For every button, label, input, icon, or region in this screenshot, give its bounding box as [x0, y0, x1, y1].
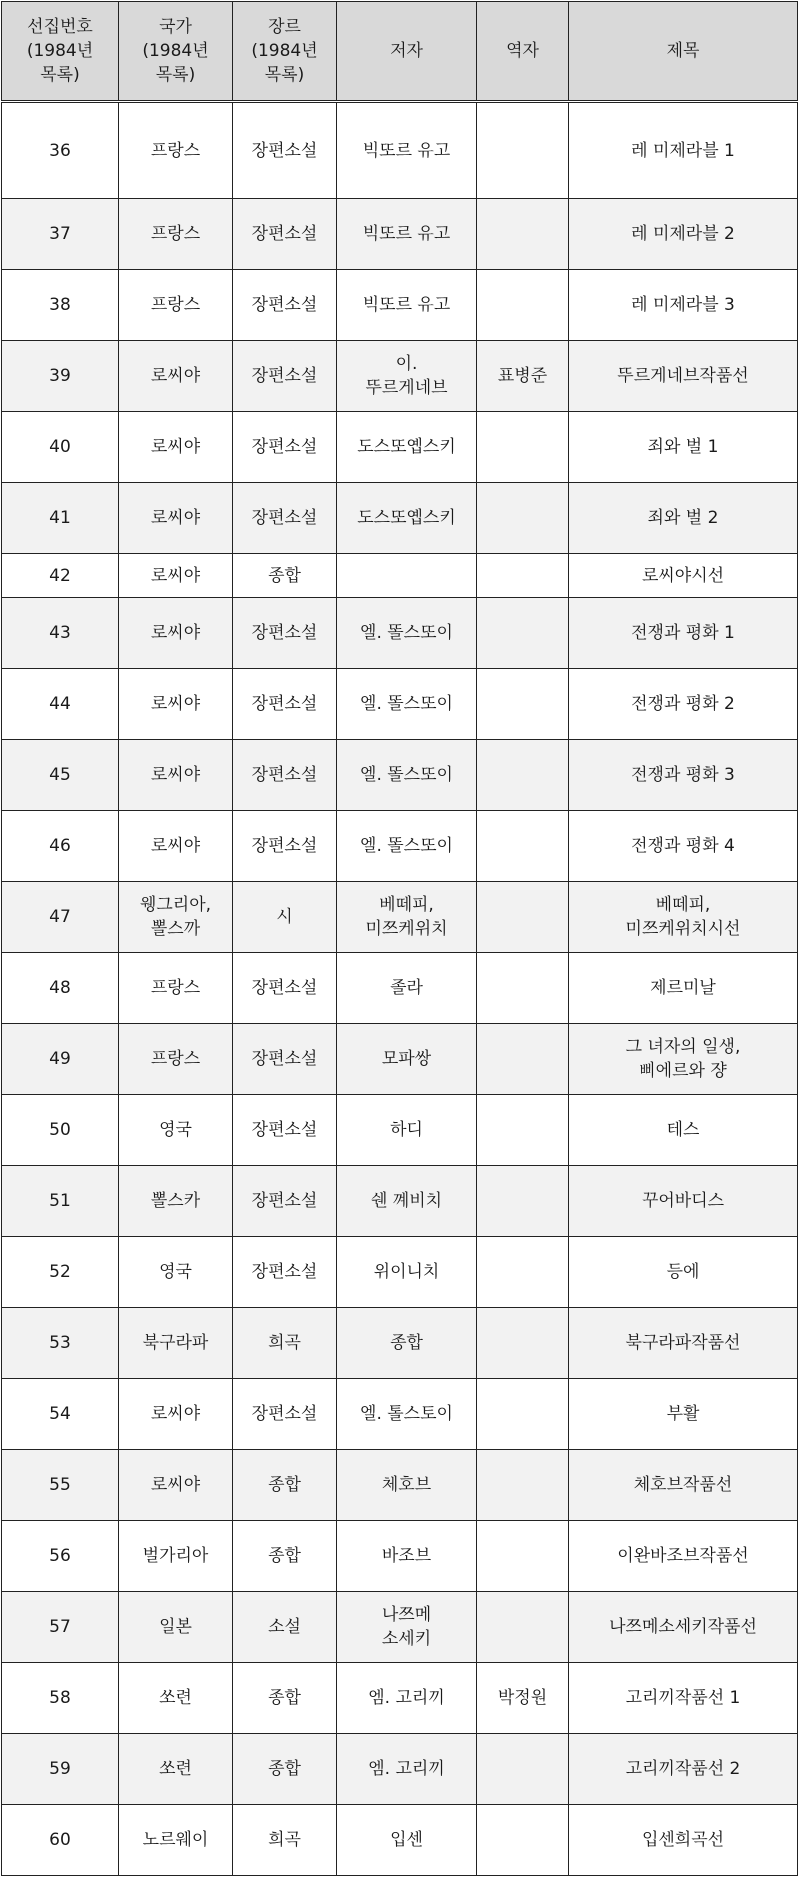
- cell-title: 전쟁과 평화 4: [569, 811, 798, 882]
- cell-author: 입센: [337, 1805, 477, 1876]
- cell-country: 로씨야: [119, 1379, 233, 1450]
- cell-genre: 장편소설: [233, 270, 337, 341]
- cell-genre: 장편소설: [233, 811, 337, 882]
- cell-number: 45: [2, 740, 119, 811]
- cell-translator: 표병준: [477, 341, 569, 412]
- cell-title: 전쟁과 평화 2: [569, 669, 798, 740]
- cell-country: 로씨야: [119, 669, 233, 740]
- cell-title: 테스: [569, 1095, 798, 1166]
- cell-country: 프랑스: [119, 1024, 233, 1095]
- cell-title: 입센희곡선: [569, 1805, 798, 1876]
- cell-author: 엠. 고리끼: [337, 1734, 477, 1805]
- cell-country: 로씨야: [119, 341, 233, 412]
- cell-title: 그 녀자의 일생, 삐에르와 쟝: [569, 1024, 798, 1095]
- cell-author: 나쯔메 소세키: [337, 1592, 477, 1663]
- cell-title: 레 미제라블 1: [569, 102, 798, 199]
- cell-number: 50: [2, 1095, 119, 1166]
- catalog-table: [1, 1, 798, 1876]
- cell-number: 53: [2, 1308, 119, 1379]
- cell-title: 부활: [569, 1379, 798, 1450]
- header-genre: 장르 (1984년 목록): [233, 2, 337, 102]
- cell-title: 전쟁과 평화 1: [569, 598, 798, 669]
- cell-author: 도스또옙스키: [337, 483, 477, 554]
- cell-number: 43: [2, 598, 119, 669]
- cell-country: 쏘련: [119, 1663, 233, 1734]
- cell-translator: 박정원: [477, 1663, 569, 1734]
- cell-number: 52: [2, 1237, 119, 1308]
- cell-genre: 종합: [233, 554, 337, 598]
- cell-genre: 장편소설: [233, 1095, 337, 1166]
- table-row: [2, 1095, 798, 1166]
- table-row: [2, 1379, 798, 1450]
- cell-genre: 장편소설: [233, 1166, 337, 1237]
- cell-title: 베떼피, 미쯔케위치시선: [569, 882, 798, 953]
- table-row: [2, 1237, 798, 1308]
- cell-genre: 종합: [233, 1521, 337, 1592]
- cell-translator: [477, 1521, 569, 1592]
- cell-number: 59: [2, 1734, 119, 1805]
- table-row: [2, 1024, 798, 1095]
- cell-country: 로씨야: [119, 483, 233, 554]
- header-title: 제목: [569, 2, 798, 102]
- cell-translator: [477, 1450, 569, 1521]
- cell-genre: 희곡: [233, 1805, 337, 1876]
- cell-author: 엘. 톨스토이: [337, 1379, 477, 1450]
- table-row: [2, 341, 798, 412]
- cell-author: 베떼피, 미쯔케위치: [337, 882, 477, 953]
- table-row: [2, 199, 798, 270]
- cell-translator: [477, 598, 569, 669]
- cell-number: 46: [2, 811, 119, 882]
- cell-genre: 종합: [233, 1663, 337, 1734]
- cell-genre: 장편소설: [233, 1379, 337, 1450]
- cell-translator: [477, 554, 569, 598]
- cell-country: 영국: [119, 1095, 233, 1166]
- cell-translator: [477, 1379, 569, 1450]
- cell-genre: 장편소설: [233, 341, 337, 412]
- cell-genre: 장편소설: [233, 1237, 337, 1308]
- cell-translator: [477, 102, 569, 199]
- cell-number: 58: [2, 1663, 119, 1734]
- cell-country: 프랑스: [119, 102, 233, 199]
- table-row: [2, 882, 798, 953]
- cell-title: 이완바조브작품선: [569, 1521, 798, 1592]
- cell-translator: [477, 270, 569, 341]
- cell-number: 37: [2, 199, 119, 270]
- cell-title: 꾸어바디스: [569, 1166, 798, 1237]
- cell-author: 엠. 고리끼: [337, 1663, 477, 1734]
- table-row: [2, 554, 798, 598]
- cell-country: 뽈스카: [119, 1166, 233, 1237]
- table-row: [2, 1308, 798, 1379]
- cell-author: 모파쌍: [337, 1024, 477, 1095]
- table-row: [2, 1805, 798, 1876]
- cell-translator: [477, 483, 569, 554]
- cell-title: 레 미제라블 2: [569, 199, 798, 270]
- cell-author: 엘. 똘스또이: [337, 811, 477, 882]
- cell-number: 57: [2, 1592, 119, 1663]
- cell-translator: [477, 1592, 569, 1663]
- header-country: 국가 (1984년 목록): [119, 2, 233, 102]
- cell-genre: 장편소설: [233, 1024, 337, 1095]
- cell-translator: [477, 669, 569, 740]
- table-row: [2, 483, 798, 554]
- cell-translator: [477, 1805, 569, 1876]
- cell-author: 위이니치: [337, 1237, 477, 1308]
- cell-translator: [477, 1308, 569, 1379]
- table-row: [2, 1166, 798, 1237]
- table-row: [2, 669, 798, 740]
- cell-title: 나쯔메소세키작품선: [569, 1592, 798, 1663]
- cell-genre: 장편소설: [233, 953, 337, 1024]
- cell-title: 체호브작품선: [569, 1450, 798, 1521]
- cell-number: 49: [2, 1024, 119, 1095]
- cell-number: 51: [2, 1166, 119, 1237]
- cell-translator: [477, 199, 569, 270]
- table-row: [2, 1450, 798, 1521]
- cell-country: 웽그리아, 뽈스까: [119, 882, 233, 953]
- cell-author: 빅또르 유고: [337, 102, 477, 199]
- cell-genre: 장편소설: [233, 598, 337, 669]
- cell-country: 프랑스: [119, 953, 233, 1024]
- cell-genre: 소설: [233, 1592, 337, 1663]
- table-body: [2, 102, 798, 1876]
- cell-translator: [477, 882, 569, 953]
- cell-number: 41: [2, 483, 119, 554]
- cell-author: 하디: [337, 1095, 477, 1166]
- cell-genre: 장편소설: [233, 102, 337, 199]
- cell-author: 엘. 똘스또이: [337, 669, 477, 740]
- header-author: 저자: [337, 2, 477, 102]
- cell-author: 바조브: [337, 1521, 477, 1592]
- cell-number: 39: [2, 341, 119, 412]
- table-row: [2, 412, 798, 483]
- table-row: [2, 1663, 798, 1734]
- cell-country: 노르웨이: [119, 1805, 233, 1876]
- cell-genre: 종합: [233, 1734, 337, 1805]
- cell-country: 로씨야: [119, 598, 233, 669]
- cell-number: 55: [2, 1450, 119, 1521]
- table-row: [2, 740, 798, 811]
- cell-title: 죄와 벌 1: [569, 412, 798, 483]
- cell-author: [337, 554, 477, 598]
- cell-number: 40: [2, 412, 119, 483]
- cell-genre: 시: [233, 882, 337, 953]
- cell-country: 북구라파: [119, 1308, 233, 1379]
- cell-author: 빅또르 유고: [337, 199, 477, 270]
- cell-genre: 장편소설: [233, 199, 337, 270]
- cell-number: 42: [2, 554, 119, 598]
- cell-title: 등에: [569, 1237, 798, 1308]
- header-translator: 역자: [477, 2, 569, 102]
- cell-number: 44: [2, 669, 119, 740]
- cell-country: 로씨야: [119, 811, 233, 882]
- cell-number: 36: [2, 102, 119, 199]
- cell-title: 고리끼작품선 1: [569, 1663, 798, 1734]
- cell-author: 쉔 꼐비치: [337, 1166, 477, 1237]
- cell-translator: [477, 740, 569, 811]
- table-row: [2, 811, 798, 882]
- cell-translator: [477, 1024, 569, 1095]
- cell-title: 북구라파작품선: [569, 1308, 798, 1379]
- cell-title: 전쟁과 평화 3: [569, 740, 798, 811]
- cell-country: 로씨야: [119, 1450, 233, 1521]
- cell-title: 로씨야시선: [569, 554, 798, 598]
- table-row: [2, 1521, 798, 1592]
- cell-country: 프랑스: [119, 270, 233, 341]
- cell-translator: [477, 412, 569, 483]
- table-row: [2, 598, 798, 669]
- cell-country: 로씨야: [119, 740, 233, 811]
- cell-author: 엘. 똘스또이: [337, 598, 477, 669]
- cell-genre: 장편소설: [233, 483, 337, 554]
- cell-author: 졸라: [337, 953, 477, 1024]
- cell-country: 로씨야: [119, 554, 233, 598]
- cell-title: 뚜르게네브작품선: [569, 341, 798, 412]
- cell-genre: 장편소설: [233, 412, 337, 483]
- cell-genre: 희곡: [233, 1308, 337, 1379]
- cell-number: 54: [2, 1379, 119, 1450]
- table-row: [2, 953, 798, 1024]
- cell-title: 레 미제라블 3: [569, 270, 798, 341]
- header-row: [2, 2, 798, 102]
- cell-title: 죄와 벌 2: [569, 483, 798, 554]
- table-row: [2, 270, 798, 341]
- cell-country: 벌가리아: [119, 1521, 233, 1592]
- cell-country: 로씨야: [119, 412, 233, 483]
- cell-author: 도스또옙스키: [337, 412, 477, 483]
- cell-translator: [477, 811, 569, 882]
- cell-number: 48: [2, 953, 119, 1024]
- cell-translator: [477, 1095, 569, 1166]
- header-number: 선집번호 (1984년 목록): [2, 2, 119, 102]
- cell-title: 제르미날: [569, 953, 798, 1024]
- cell-country: 쏘련: [119, 1734, 233, 1805]
- cell-title: 고리끼작품선 2: [569, 1734, 798, 1805]
- cell-number: 38: [2, 270, 119, 341]
- cell-author: 체호브: [337, 1450, 477, 1521]
- cell-author: 이. 뚜르게네브: [337, 341, 477, 412]
- cell-number: 56: [2, 1521, 119, 1592]
- cell-number: 47: [2, 882, 119, 953]
- cell-country: 일본: [119, 1592, 233, 1663]
- cell-translator: [477, 1166, 569, 1237]
- table-row: [2, 102, 798, 199]
- cell-genre: 종합: [233, 1450, 337, 1521]
- cell-translator: [477, 1237, 569, 1308]
- cell-translator: [477, 953, 569, 1024]
- cell-number: 60: [2, 1805, 119, 1876]
- cell-genre: 장편소설: [233, 740, 337, 811]
- cell-author: 종합: [337, 1308, 477, 1379]
- table-row: [2, 1734, 798, 1805]
- cell-country: 프랑스: [119, 199, 233, 270]
- cell-genre: 장편소설: [233, 669, 337, 740]
- cell-author: 빅또르 유고: [337, 270, 477, 341]
- table-row: [2, 1592, 798, 1663]
- cell-translator: [477, 1734, 569, 1805]
- cell-country: 영국: [119, 1237, 233, 1308]
- cell-author: 엘. 똘스또이: [337, 740, 477, 811]
